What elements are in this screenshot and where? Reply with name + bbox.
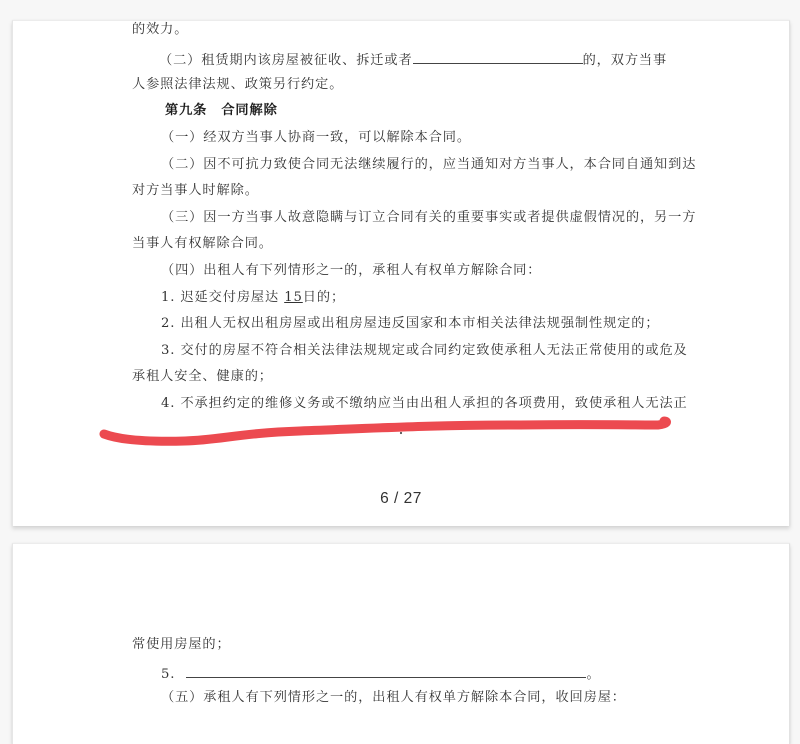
text-fragment: 。	[586, 667, 601, 682]
text-line: 3. 交付的房屋不符合相关法律法规规定或合同约定致使承租人无法正常使用的或危及	[161, 343, 688, 358]
text-line	[161, 289, 345, 307]
list-number: 5.	[161, 667, 176, 682]
section-heading: 第九条 合同解除	[165, 103, 278, 118]
filled-value: 15	[284, 290, 303, 305]
text-line: （四）出租人有下列情形之一的，承租人有权单方解除合同：	[161, 263, 542, 278]
fill-in-blank	[186, 663, 586, 678]
text-line: 对方当事人时解除。	[132, 183, 259, 198]
text-line	[161, 663, 601, 684]
document-page-7	[12, 543, 790, 744]
text-line: 2. 出租人无权出租房屋或出租房屋违反国家和本市相关法律法规强制性规定的；	[161, 316, 660, 331]
text-fragment: 的，双方当事	[582, 53, 668, 68]
text-line: 的效力。	[132, 22, 189, 37]
text-line: （一）经双方当事人协商一致，可以解除本合同。	[161, 130, 471, 145]
text-fragment: 1. 迟延交付房屋达	[161, 290, 285, 305]
text-line: 常使用房屋的；	[132, 637, 231, 652]
fill-in-blank	[413, 49, 583, 64]
text-fragment: 日的；	[302, 290, 346, 305]
text-line: （三）因一方当事人故意隐瞒与订立合同有关的重要事实或者提供虚假情况的，另一方	[161, 210, 697, 225]
text-line: （二）因不可抗力致使合同无法继续履行的，应当通知对方当事人，本合同自通知到达	[161, 157, 697, 172]
text-fragment: （二）租赁期内该房屋被征收、拆迁或者	[159, 53, 413, 68]
text-line: 当事人有权解除合同。	[132, 236, 273, 251]
text-line: （五）承租人有下列情形之一的，出租人有权单方解除本合同，收回房屋：	[161, 690, 626, 705]
text-line	[159, 49, 667, 70]
text-line: 4. 不承担约定的维修义务或不缴纳应当由出租人承担的各项费用，致使承租人无法正	[161, 396, 688, 411]
text-line: 人参照法律法规、政策另行约定。	[132, 77, 344, 92]
document-page-6	[12, 20, 790, 526]
text-line: 承租人安全、健康的；	[132, 369, 273, 384]
page-number-indicator: 6 / 27	[380, 490, 422, 507]
